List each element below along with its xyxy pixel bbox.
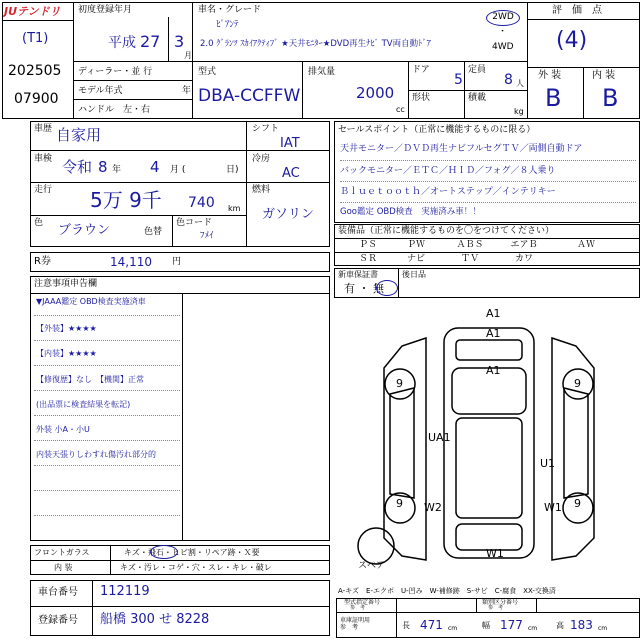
class-sub: 参 考 xyxy=(488,605,504,611)
mileage-small: 740 xyxy=(188,195,215,211)
equipment-item: ナビ xyxy=(406,254,425,264)
capacity-label: 定員 xyxy=(468,65,487,75)
interior-value: キズ・汚レ・コゲ・穴・スレ・キレ・破レ xyxy=(120,563,272,572)
eval-label: 評 価 点 xyxy=(552,5,602,16)
ac-label: 冷房 xyxy=(252,154,271,164)
first-reg-era: 平成 xyxy=(108,35,136,51)
color-value: ブラウン xyxy=(58,223,111,238)
mileage-label: 走行 xyxy=(34,185,53,195)
capacity-unit: 人 xyxy=(516,79,524,88)
load-label: 積載 xyxy=(468,93,487,103)
damage-mark: A1 xyxy=(486,307,501,320)
ext-grade-label: 外 装 xyxy=(538,70,562,81)
height-value: 183 xyxy=(570,618,593,632)
first-reg-month: 3 xyxy=(174,32,185,51)
inspection-day-unit: 日) xyxy=(226,165,239,175)
height-unit: cm xyxy=(598,625,608,632)
chassis-label: 車台番号 xyxy=(38,587,78,598)
damage-mark: 9 xyxy=(574,377,581,390)
equipment-item: ＴＶ xyxy=(460,254,479,264)
spare-label: スペア xyxy=(358,561,386,571)
sales-line: バックモニター／ＥＴＣ／ＨＩＤ／フォグ／８人乗り xyxy=(340,166,556,176)
drive-4wd: 4WD xyxy=(492,42,514,52)
logo: JUテンドリ xyxy=(4,5,61,18)
inspection-year-unit: 年 xyxy=(112,165,122,175)
door-label: ドア xyxy=(412,65,430,75)
length-label: 長 xyxy=(402,621,410,630)
shift-label: シフト xyxy=(252,124,280,134)
certificate-circle xyxy=(376,280,398,296)
damage-legend: A-キズ E-エクボ U-凹み W-補修跡 S-サビ C-腐食 XX-交換済 xyxy=(338,587,556,595)
damage-mark: W2 xyxy=(424,501,442,514)
plate-label: 登録番号 xyxy=(38,615,78,626)
sales-line: 天井モニター／ＤＶＤ再生ナビフルセグＴＶ／両側自動ドア xyxy=(340,144,583,154)
sales-line: Goo鑑定 OBD検査 実施済み車！！ xyxy=(340,207,481,217)
shift-value: IAT xyxy=(280,136,300,151)
damage-mark: A1 xyxy=(486,327,501,340)
model-year-label: モデル年式 xyxy=(78,86,123,96)
damage-mark: W1 xyxy=(544,501,562,514)
int-grade: B xyxy=(602,84,619,112)
drive-2wd: 2WD xyxy=(486,10,520,26)
inspection-year: 8 xyxy=(98,158,108,176)
plate-number: 船橋 300 せ 8228 xyxy=(100,612,210,627)
note-line: 【内装】★★★★ xyxy=(36,349,97,358)
color-code: ﾌﾒｲ xyxy=(200,231,214,241)
width-unit: cm xyxy=(528,625,538,632)
equipment-item: ＡＢＳ xyxy=(456,240,484,250)
car-name-label: 車名・グレード xyxy=(198,5,262,15)
note-line: (出品票に検査結果を転記) xyxy=(36,400,131,409)
inspection-month-unit: 月 ( xyxy=(170,165,186,175)
equipment-item: エアＢ xyxy=(510,240,538,250)
recycle-label: R券 xyxy=(34,256,51,267)
auction-date: 202505 xyxy=(8,63,62,79)
glass-circle xyxy=(150,545,178,559)
length-unit: cm xyxy=(448,625,458,632)
note-line: 【修復歴】なし 【機関】正常 xyxy=(36,375,144,384)
recycle-fee: 14,110 xyxy=(110,255,152,269)
car-name-line2: 2.0 ｸﾞﾗﾝﾂ ｽｶｲｱｸﾃｨﾌﾞ ★天井ﾓﾆﾀｰ★DVD再生ﾅﾋﾞ TV両自動ﾄﾞｱ xyxy=(200,39,431,49)
width-value: 177 xyxy=(500,618,523,632)
equipment-label: 装備品（正常に機能するものを〇をつけてください） xyxy=(338,226,555,236)
model-year-unit: 年 xyxy=(182,86,192,96)
damage-mark: W1 xyxy=(486,547,504,560)
color-code-label: 色コード xyxy=(176,218,213,228)
equipment-item: カワ xyxy=(514,254,533,264)
eval-score: (4) xyxy=(556,28,588,53)
mileage-main: 5万 9千 xyxy=(90,188,162,212)
int-grade-label: 内 装 xyxy=(592,70,616,81)
note-line: ▼JAAA鑑定 OBD検査実施済車 xyxy=(36,297,146,306)
color-label: 色 xyxy=(34,218,44,228)
note-line: 【外装】★★★★ xyxy=(36,324,97,333)
damage-mark: A1 xyxy=(486,364,501,377)
model-label: 型式 xyxy=(198,67,217,77)
sales-line: Ｂｌｕｅｔｏｏｔｈ／オートステップ／インテリキー xyxy=(340,187,556,197)
capacity: 8 xyxy=(504,72,513,88)
inspection-era: 令和 xyxy=(62,158,93,176)
lot-number: 07900 xyxy=(14,91,59,107)
mileage-unit: km xyxy=(228,204,241,213)
load-unit: kg xyxy=(514,107,524,116)
equipment-item: ＰＷ xyxy=(406,240,425,250)
ac-value: AC xyxy=(282,166,300,181)
type-cert-sub: 参 考 xyxy=(350,605,366,611)
damage-mark: UA1 xyxy=(428,431,451,444)
type-cert-label: 型式指定番号 xyxy=(344,599,381,606)
car-name-line1: ﾋﾟｱﾝﾃ xyxy=(216,20,239,30)
history-type: 自家用 xyxy=(56,126,102,144)
front-glass-value: キズ・飛石・ヒビ割・リペア跡・Ｘ要 xyxy=(124,548,260,557)
damage-mark: 9 xyxy=(396,497,403,510)
certificate-value: 有 ・ 無 xyxy=(344,282,384,295)
interior-label: 内 装 xyxy=(54,563,73,572)
fuel-value: ガソリン xyxy=(262,207,315,222)
door-count: 5 xyxy=(454,72,463,88)
color-swap-label: 色替 xyxy=(144,227,163,237)
ext-grade: B xyxy=(545,84,562,112)
dealer-label: ディーラー・並 行 xyxy=(78,67,153,77)
fuel-label: 燃料 xyxy=(252,185,271,195)
first-reg-month-unit: 月 xyxy=(184,51,192,60)
notes-label: 注意事項申告欄 xyxy=(34,279,98,289)
recycle-unit: 円 xyxy=(172,257,182,267)
chassis-number: 112119 xyxy=(100,584,150,599)
sales-label: セールスポイント（正常に機能するものに限る） xyxy=(338,125,536,135)
model-code: DBA-CCFFW xyxy=(198,86,301,106)
car-damage-diagram xyxy=(334,298,640,583)
note-line: 内装天張りしわすれ傷汚れ部分的 xyxy=(36,450,156,459)
width-label: 幅 xyxy=(482,621,490,630)
class-label: 類別区分番号 xyxy=(482,599,519,606)
equipment-item: ＳＲ xyxy=(358,254,377,264)
shape-label: 形状 xyxy=(412,93,431,103)
front-glass-label: フロントガラス xyxy=(34,548,90,557)
damage-mark: 9 xyxy=(574,497,581,510)
damage-mark: 9 xyxy=(396,377,403,390)
handle-label: ハンドル 左・右 xyxy=(78,105,151,115)
displacement: 2000 xyxy=(356,84,395,102)
height-label: 高 xyxy=(556,621,564,630)
after-item-label: 後日品 xyxy=(402,270,426,279)
equipment-item: ＰＳ xyxy=(358,240,377,250)
first-reg-year: 27 xyxy=(140,32,161,51)
damage-mark: U1 xyxy=(540,457,556,470)
equipment-item: ＡＷ xyxy=(576,240,595,250)
history-label: 車歴 xyxy=(34,124,53,134)
displacement-label: 排気量 xyxy=(308,67,336,77)
note-line: 外装 小A・小U xyxy=(36,425,90,434)
drive-dot: ・ xyxy=(498,27,508,37)
code: (T1) xyxy=(22,31,49,46)
length-value: 471 xyxy=(420,618,443,632)
inspection-month: 4 xyxy=(150,158,160,176)
displacement-unit: cc xyxy=(396,105,405,114)
first-reg-label: 初度登録年月 xyxy=(78,5,133,15)
certificate-label: 新車保証書 xyxy=(338,270,378,279)
inspection-label: 車検 xyxy=(34,154,53,164)
garage-cert-label: 車庫証明用 参 考 xyxy=(340,617,371,632)
